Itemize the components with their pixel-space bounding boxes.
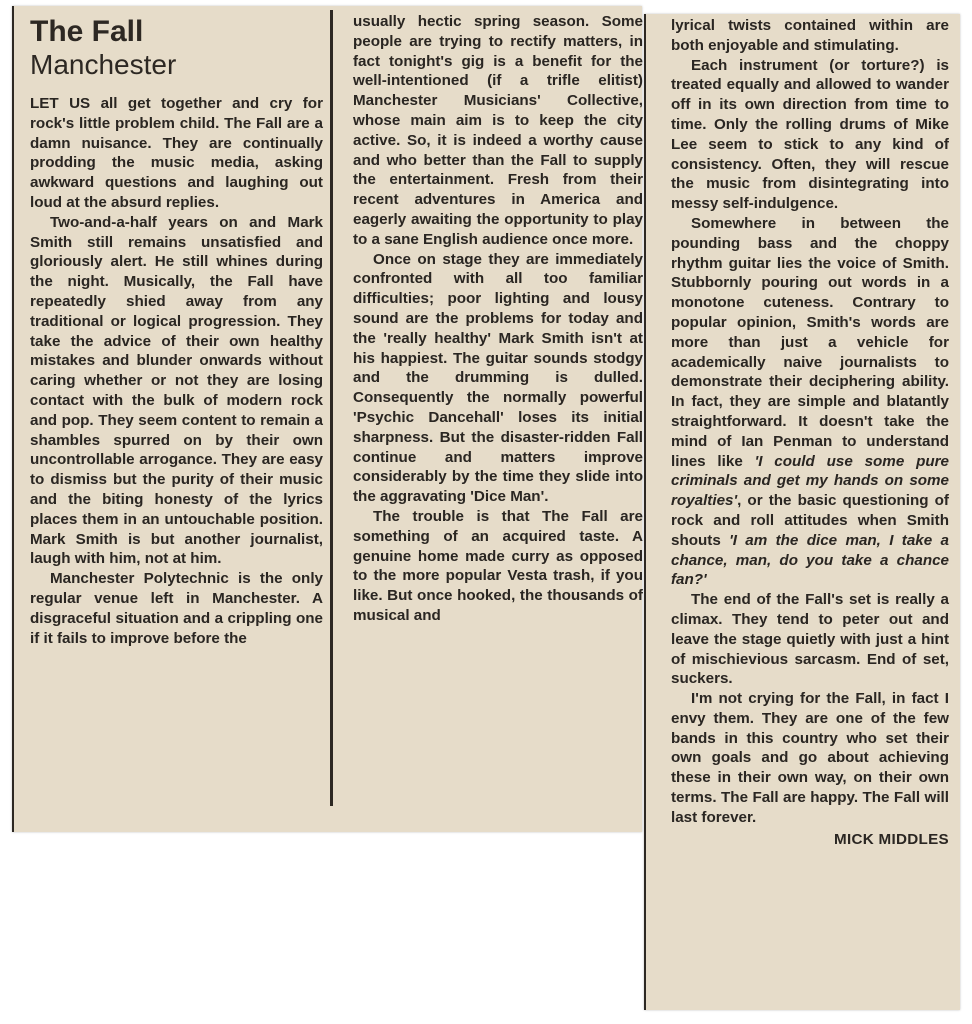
clipping-right-panel (644, 14, 960, 1010)
article-paragraph: Two-and-a-half years on and Mark Smith still remains unsatisfied and gloriously alert. He still whines during the night. Musically, the Fall have repeatedly shied away from any traditional or logical progression. They take the advice of their own healthy mistakes and blunder onwards without caring whether or not they are losing contact with the bulk of modern rock and pop. They seem content to remain a shambles spurred on by their own uncontrollable arrogance. They are easy to dismiss but the purity of their music and the biting honesty of the lyrics places them in an untouchable position. Mark Smith is but another journalist, laugh with him, not at him. (30, 213, 323, 568)
column-rule-left-edge (12, 6, 14, 832)
article-text: Somewhere in between the pounding bass and the choppy rhythm guitar lies the voice of Smith. Stubbornly pouring out words in a monotone cuteness. Contrary to popular opinion, Smith's words are more than just a vehicle for academically naive journalists to demonstrate their deciphering ability. In fact, they are simple and blatantly straightforward. It doesn't take the mind of Ian Penman to understand lines like (671, 214, 949, 470)
article-paragraph: Once on stage they are immediately confronted with all too familiar difficulties; poor lighting and lousy sound are the problems for today and the 'really healthy' Mark Smith isn't at his happiest. The guitar sounds stodgy and the drumming is dulled. Consequently the normally powerful 'Psychic Dancehall' loses its initial sharpness. But the disaster-ridden Fall continue and matters improve considerably by the time they slide into the aggravating 'Dice Man'. (353, 250, 643, 506)
article-subhead: Manchester (30, 49, 177, 80)
article-paragraph: I'm not crying for the Fall, in fact I envy them. They are one of the few bands in this country who set their own goals and go about achieving these in their own way, on their own terms. The Fall are happy. The Fall will last forever. (671, 690, 949, 826)
column-rule-divider (330, 10, 333, 806)
article-text: , or the basic questioning of rock and roll attitudes when Smith shouts (671, 492, 949, 549)
lyric-quote: 'I could use some pure criminals and get my hands on some royalties' (671, 452, 949, 510)
column-rule-right-edge (644, 14, 646, 1010)
article-paragraph: Manchester Polytechnic is the only regular venue left in Manchester. A disgraceful situation and a crippling one if it fails to improve before the (30, 570, 323, 647)
article-paragraph: The trouble is that The Fall are something of an acquired taste. A genuine home made curry as opposed to the more popular Vesta trash, if you like. But once hooked, the thousands of musical and (353, 507, 643, 624)
article-column-3 (671, 16, 949, 849)
article-column-1 (30, 16, 323, 648)
article-paragraph: Each instrument (or torture?) is treated equally and allowed to wander off in its own direction from time to time. Only the rolling drums of Mike Lee seem to stick to any kind of consistency. Often, they will rescue the music from disintegrating into messy self-indulgence. (671, 56, 949, 213)
lyric-quote: 'I am the dice man, I take a chance, man, do you take a chance fan?' (671, 531, 949, 589)
article-headline: The Fall (30, 15, 144, 48)
article-byline: MICK MIDDLES (834, 830, 949, 848)
article-paragraph: LET US all get together and cry for rock's little problem child. The Fall are a damn nuisance. They are continually prodding the music media, asking awkward questions and laughing out loud at the absurd replies. (30, 95, 323, 211)
article-paragraph: lyrical twists contained within are both enjoyable and stimulating. (671, 17, 949, 54)
article-paragraph (671, 214, 949, 590)
article-paragraph: usually hectic spring season. Some people are trying to rectify matters, in fact tonight's gig is a benefit for the well-intentioned (if a trifle elitist) Manchester Musicians' Collective, whose main aim is to keep the city active. So, it is indeed a worthy cause and who better than the Fall to supply the entertainment. Fresh from their recent adventures in America and eagerly awaiting the opportunity to play to a sane English audience once more. (353, 13, 643, 248)
article-column-2 (353, 12, 643, 626)
clipping-left-panel (12, 6, 642, 832)
article-paragraph: The end of the Fall's set is really a climax. They tend to peter out and leave the stage quietly with just a hint of mischievious sarcasm. End of set, suckers. (671, 591, 949, 688)
